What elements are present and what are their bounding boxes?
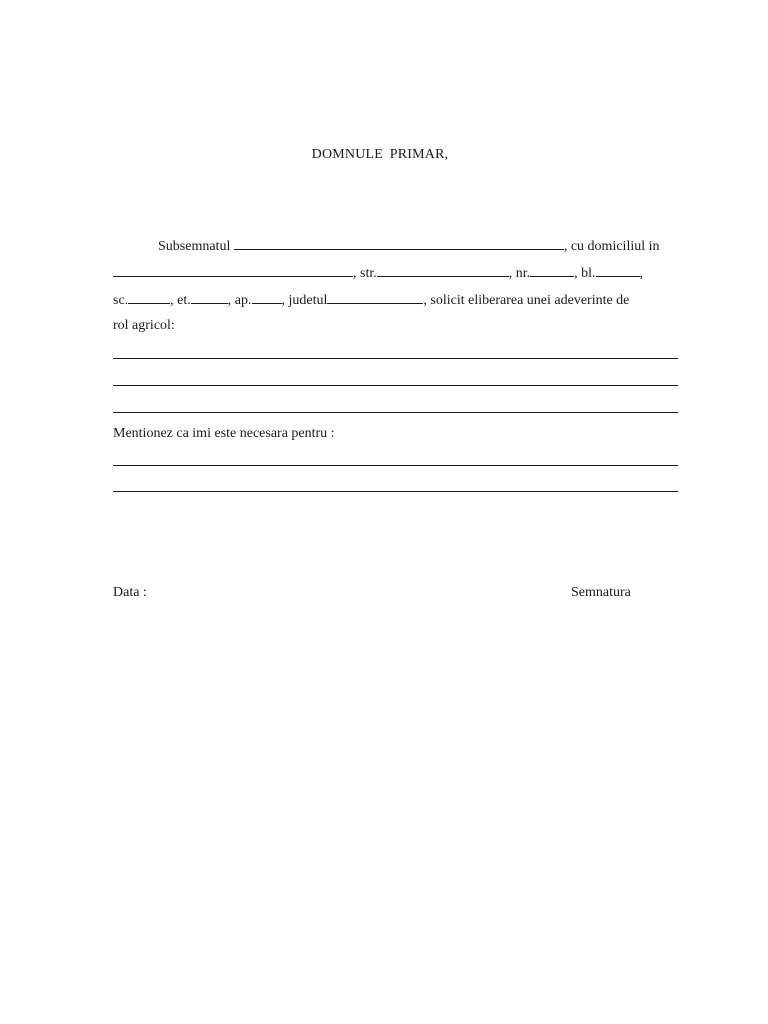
- paragraph-line-3: [113, 290, 629, 310]
- paragraph-line-1: [158, 236, 660, 256]
- rol-agricol-label: rol agricol:: [113, 318, 175, 333]
- subsemnatul-label: Subsemnatul: [158, 239, 231, 254]
- request-line-1[interactable]: [113, 358, 678, 359]
- comma-end: ,: [639, 266, 644, 281]
- mentionez-label: Mentionez ca imi este necesara pentru :: [113, 426, 335, 441]
- domiciliu-label: , cu domiciliul in: [563, 239, 660, 254]
- bl-label: , bl.: [574, 266, 596, 281]
- str-label: , str.: [353, 266, 377, 281]
- number-field[interactable]: [530, 263, 574, 277]
- solicit-label: , solicit eliberarea unei adeverinte de: [423, 293, 630, 308]
- purpose-line-2[interactable]: [113, 491, 678, 492]
- apartment-field[interactable]: [252, 290, 282, 304]
- request-line-2[interactable]: [113, 385, 678, 386]
- floor-field[interactable]: [191, 290, 228, 304]
- county-field[interactable]: [327, 290, 423, 304]
- request-line-3[interactable]: [113, 412, 678, 413]
- paragraph-line-2: [113, 263, 643, 283]
- staircase-field[interactable]: [128, 290, 170, 304]
- judetul-label: , judetul: [281, 293, 328, 308]
- sc-label: sc.: [113, 293, 129, 308]
- locality-field[interactable]: [113, 263, 353, 277]
- signature-label: Semnatura: [571, 585, 631, 600]
- purpose-line-1[interactable]: [113, 465, 678, 466]
- et-label: , et.: [170, 293, 191, 308]
- street-field[interactable]: [377, 263, 509, 277]
- name-field[interactable]: [234, 236, 564, 250]
- date-label: Data :: [113, 585, 147, 600]
- ap-label: , ap.: [227, 293, 252, 308]
- nr-label: , nr.: [508, 266, 531, 281]
- block-field[interactable]: [596, 263, 640, 277]
- document-title: DOMNULE PRIMAR,: [311, 147, 449, 162]
